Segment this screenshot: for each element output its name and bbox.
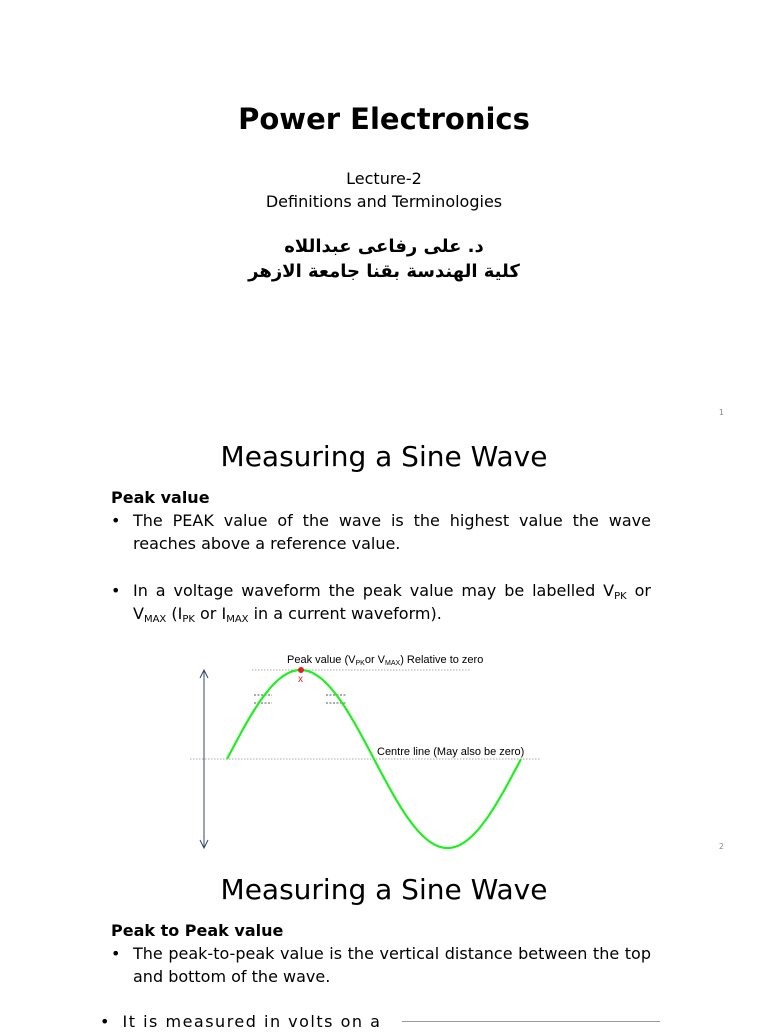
bullet2-subscript: PK: [614, 591, 627, 602]
slide2-bullet-1: [111, 509, 651, 555]
slide1-page-number: 1: [718, 408, 724, 417]
slide1-lecture: Lecture-2: [346, 169, 422, 188]
slide2-section-label: Peak value: [111, 488, 210, 507]
bullet-dot: •: [111, 581, 121, 600]
slide3-heading: Measuring a Sine Wave: [220, 873, 548, 906]
bullet2-text-part: In a voltage waveform the peak value may be labelled V: [133, 581, 615, 600]
slide2-bullet-1-text: The PEAK value of the wave is the highest value the wave reaches above a reference value.: [133, 511, 651, 553]
slide3-diagram-edge: [402, 1021, 660, 1022]
bullet2-text-part: or I: [194, 604, 227, 623]
slide2-bullet-2: [111, 579, 651, 625]
bullet2-text-part: or V: [133, 581, 652, 623]
slide2-page-number: 2: [718, 842, 724, 851]
bullet2-subscript: PK: [182, 614, 195, 625]
bullet-dot: •: [111, 944, 121, 963]
slide1-title: Power Electronics: [238, 102, 530, 136]
bullet2-subscript: MAX: [226, 614, 249, 625]
slide3-bullet-1: [111, 942, 651, 988]
bullet-dot: •: [111, 511, 121, 530]
sine-wave-diagram: [180, 645, 570, 855]
peak-marker-label: x: [298, 674, 303, 685]
centre-line-label: Centre line (May also be zero): [377, 746, 525, 758]
slide2-heading: Measuring a Sine Wave: [220, 440, 548, 473]
bullet2-text-part: (I: [166, 604, 183, 623]
peak-value-label: Peak value (VPKor VMAX) Relative to zero: [287, 654, 484, 667]
bullet2-text-part: in a current waveform).: [248, 604, 442, 623]
bullet-dot: •: [100, 1012, 110, 1031]
slide2-bullet-2-text: [133, 579, 651, 625]
peak-marker-dot: [298, 667, 304, 673]
slide3-bullet-2-text: It is measured in volts on a: [122, 1012, 382, 1031]
slide1-affiliation: كلية الهندسة بقنا جامعة الازهر: [248, 261, 520, 282]
slide3-bullet-2: [100, 1010, 400, 1033]
slide1-subtitle: Definitions and Terminologies: [265, 192, 503, 211]
slide3-section-label: Peak to Peak value: [111, 921, 284, 940]
bullet2-subscript: MAX: [143, 614, 167, 625]
slide3-bullet-1-text: The peak-to-peak value is the vertical distance between the top and bottom of the wave.: [133, 944, 651, 986]
slide1-author: د. على رفاعى عبداللاه: [284, 236, 484, 257]
